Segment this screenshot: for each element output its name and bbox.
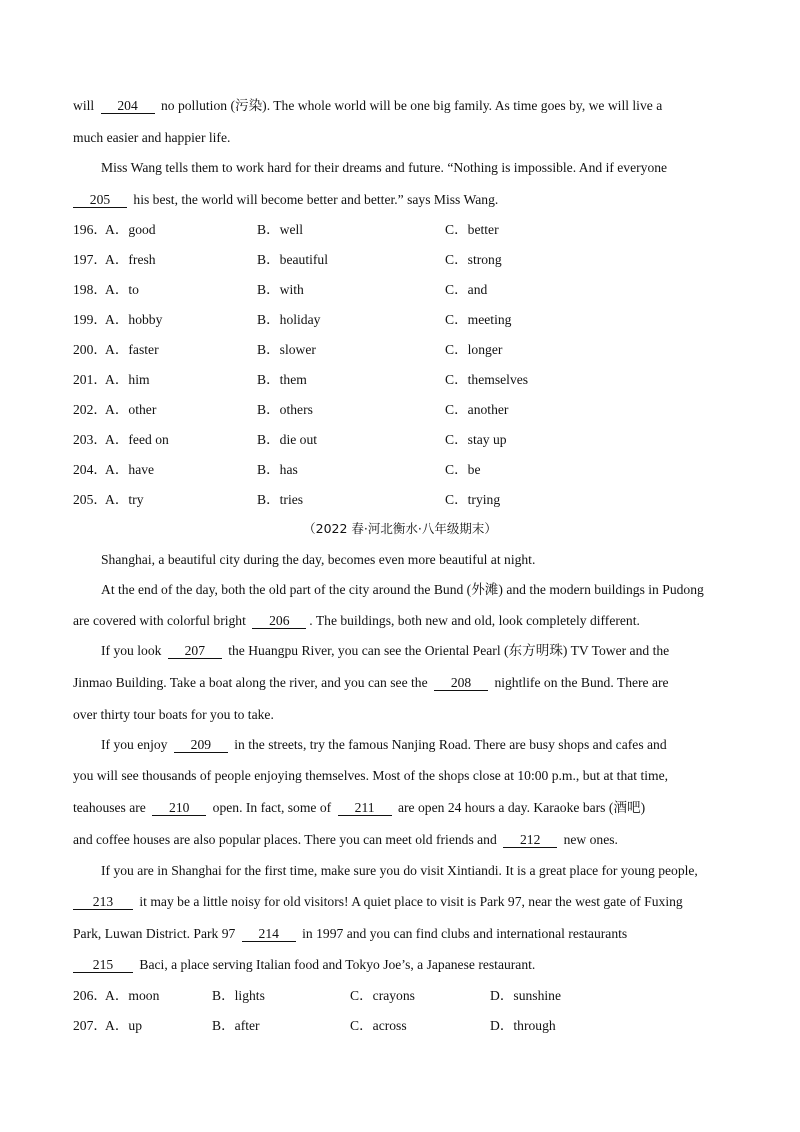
- passage-line: [73, 892, 733, 912]
- question-number: 197．: [73, 252, 107, 267]
- question-number: 201．: [73, 372, 107, 387]
- passage-line: If you are in Shanghai for the first time, make sure you do visit Xintiandi. It is a great place for young people,: [101, 863, 698, 878]
- option-c[interactable]: C．across: [350, 1018, 407, 1033]
- option-b[interactable]: B．has: [257, 462, 298, 477]
- passage-line: over thirty tour boats for you to take.: [73, 707, 274, 722]
- text: . The buildings, both new and old, look completely different.: [309, 613, 640, 628]
- text: Baci, a place serving Italian food and Tokyo Joe’s, a Japanese restaurant.: [139, 957, 536, 972]
- option-b[interactable]: B．tries: [257, 492, 304, 507]
- option-a[interactable]: A．to: [105, 282, 139, 297]
- option-a[interactable]: A．other: [105, 402, 157, 417]
- passage-line: [101, 641, 761, 661]
- question-number: 205．: [73, 492, 107, 507]
- text: If you enjoy: [101, 737, 168, 752]
- passage-line: [73, 830, 733, 850]
- question-row: [73, 280, 733, 300]
- option-a[interactable]: A．try: [105, 492, 144, 507]
- text: Park, Luwan District. Park 97: [73, 926, 236, 941]
- text: are open 24 hours a day. Karaoke bars (酒吧): [398, 800, 646, 815]
- question-row: [73, 250, 733, 270]
- text: in the streets, try the famous Nanjing Road. There are busy shops and cafes and: [234, 737, 667, 752]
- text: in 1997 and you can find clubs and international restaurants: [302, 926, 628, 941]
- passage-line: [101, 735, 761, 755]
- blank-207: 207: [168, 643, 222, 659]
- blank-204: 204: [101, 98, 155, 114]
- option-c[interactable]: C．strong: [445, 252, 502, 267]
- option-b[interactable]: B．die out: [257, 432, 318, 447]
- question-row: [73, 340, 733, 360]
- question-row: [73, 430, 733, 450]
- text: and coffee houses are also popular places. There you can meet old friends and: [73, 832, 497, 847]
- option-c[interactable]: C．longer: [445, 342, 503, 357]
- question-number: 200．: [73, 342, 107, 357]
- question-row: [73, 400, 733, 420]
- option-b[interactable]: B．holiday: [257, 312, 321, 327]
- blank-213: 213: [73, 894, 133, 910]
- passage-line: [73, 798, 733, 818]
- text: no pollution (污染). The whole world will be one big family. As time goes by, we will live a: [160, 98, 663, 113]
- question-row: [73, 490, 733, 510]
- option-b[interactable]: B．others: [257, 402, 313, 417]
- option-a[interactable]: A．him: [105, 372, 150, 387]
- option-c[interactable]: C．themselves: [445, 372, 529, 387]
- question-row: [73, 220, 733, 240]
- text: will: [73, 98, 95, 113]
- question-number: 202．: [73, 402, 107, 417]
- option-a[interactable]: A．good: [105, 222, 156, 237]
- option-a[interactable]: A．have: [105, 462, 155, 477]
- option-b[interactable]: B．with: [257, 282, 304, 297]
- text: teahouses are: [73, 800, 146, 815]
- option-b[interactable]: B．beautiful: [257, 252, 328, 267]
- blank-212: 212: [503, 832, 557, 848]
- blank-215: 215: [73, 957, 133, 973]
- option-a[interactable]: A．fresh: [105, 252, 156, 267]
- passage-line: [73, 924, 733, 944]
- option-a[interactable]: A．up: [105, 1018, 143, 1033]
- question-row: [73, 1016, 733, 1036]
- option-a[interactable]: A．moon: [105, 988, 160, 1003]
- question-number: 207．: [73, 1018, 107, 1033]
- passage-line: [73, 673, 733, 693]
- blank-208: 208: [434, 675, 488, 691]
- text: are covered with colorful bright: [73, 613, 246, 628]
- question-row: [73, 986, 733, 1006]
- question-row: [73, 310, 733, 330]
- text: Jinmao Building. Take a boat along the river, and you can see the: [73, 675, 428, 690]
- option-c[interactable]: C．crayons: [350, 988, 415, 1003]
- option-b[interactable]: B．well: [257, 222, 304, 237]
- passage-line: Shanghai, a beautiful city during the day, becomes even more beautiful at night.: [101, 552, 536, 567]
- blank-205: 205: [73, 192, 127, 208]
- option-a[interactable]: A．feed on: [105, 432, 169, 447]
- option-a[interactable]: A．hobby: [105, 312, 163, 327]
- text: new ones.: [563, 832, 618, 847]
- passage-line: [73, 955, 733, 975]
- text: open. In fact, some of: [212, 800, 332, 815]
- option-d[interactable]: D．sunshine: [490, 988, 561, 1003]
- passage-line: At the end of the day, both the old part of the city around the Bund (外滩) and the modern buildings in Pudong: [101, 582, 704, 597]
- option-c[interactable]: C．be: [445, 462, 481, 477]
- question-row: [73, 460, 733, 480]
- passage-line: [73, 96, 733, 116]
- option-b[interactable]: B．lights: [212, 988, 265, 1003]
- passage-line: you will see thousands of people enjoying themselves. Most of the shops close at 10:00 p.m., but at that time,: [73, 768, 669, 783]
- option-b[interactable]: B．slower: [257, 342, 316, 357]
- text: it may be a little noisy for old visitors! A quiet place to visit is Park 97, near the west gate of Fuxing: [139, 894, 683, 909]
- passage-line: [73, 611, 733, 631]
- blank-206: 206: [252, 613, 306, 629]
- source-note: （2022 春·河北衡水·八年级期末）: [303, 521, 497, 536]
- option-c[interactable]: C．meeting: [445, 312, 512, 327]
- question-number: 196．: [73, 222, 107, 237]
- passage-line: [73, 190, 733, 210]
- question-number: 203．: [73, 432, 107, 447]
- blank-209: 209: [174, 737, 228, 753]
- option-b[interactable]: B．after: [212, 1018, 260, 1033]
- question-number: 199．: [73, 312, 107, 327]
- option-c[interactable]: C．another: [445, 402, 509, 417]
- text: If you look: [101, 643, 162, 658]
- text: the Huangpu River, you can see the Oriental Pearl (东方明珠) TV Tower and the: [228, 643, 670, 658]
- option-a[interactable]: A．faster: [105, 342, 159, 357]
- option-d[interactable]: D．through: [490, 1018, 556, 1033]
- passage-line: much easier and happier life.: [73, 130, 231, 145]
- text: his best, the world will become better and better.” says Miss Wang.: [133, 192, 499, 207]
- text: nightlife on the Bund. There are: [494, 675, 669, 690]
- option-c[interactable]: C．and: [445, 282, 488, 297]
- option-c[interactable]: C．stay up: [445, 432, 507, 447]
- option-c[interactable]: C．better: [445, 222, 499, 237]
- question-number: 198．: [73, 282, 107, 297]
- question-number: 206．: [73, 988, 107, 1003]
- option-c[interactable]: C．trying: [445, 492, 501, 507]
- question-row: [73, 370, 733, 390]
- blank-211: 211: [338, 800, 392, 816]
- question-number: 204．: [73, 462, 107, 477]
- blank-210: 210: [152, 800, 206, 816]
- blank-214: 214: [242, 926, 296, 942]
- passage-line: Miss Wang tells them to work hard for their dreams and future. “Nothing is impossible. And if everyone: [101, 160, 668, 175]
- option-b[interactable]: B．them: [257, 372, 307, 387]
